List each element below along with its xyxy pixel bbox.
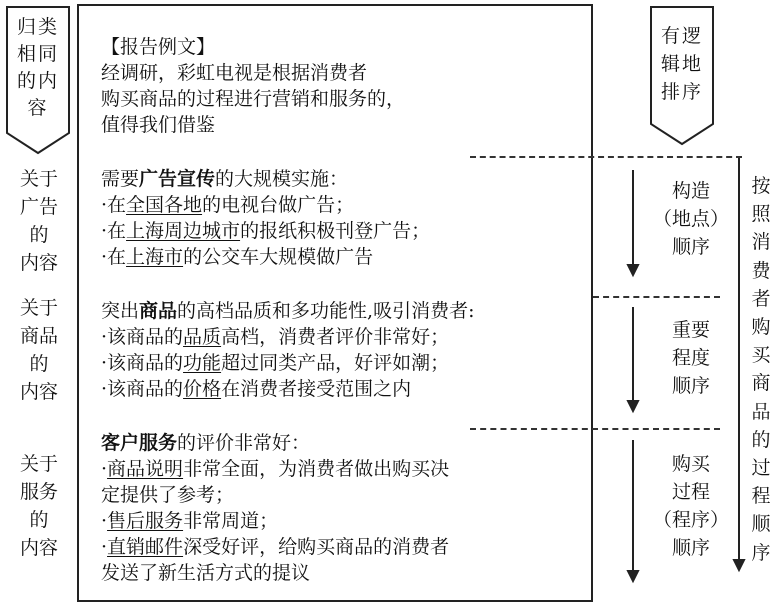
list-item: ·该商品的价格在消费者接受范围之内 (101, 378, 412, 400)
list-item: ·在上海周边城市的报纸积极刊登广告； (101, 220, 431, 242)
overall-order-label: 按照消费者购买商品的过程顺序 (751, 175, 771, 564)
side-label-service: 关于 服务 的 内容 (19, 453, 58, 559)
example-block (101, 34, 405, 138)
divider-2 (593, 296, 720, 298)
list-item: ·在上海市的公交车大规模做广告 (101, 246, 374, 268)
list-item: ·商品说明非常全面，为消费者做出购买决 (101, 458, 450, 480)
order-label-construct: 构造 （地点） 顺序 (652, 180, 729, 258)
example-heading: 【报告例文】 (101, 36, 216, 58)
side-label-product: 关于 商品 的 内容 (19, 297, 58, 403)
section-ads (101, 166, 430, 270)
section-service (101, 430, 449, 586)
arrow-head-2 (628, 401, 638, 411)
side-label-ads: 关于 广告 的 内容 (19, 168, 58, 274)
arrow-head-3 (628, 571, 638, 581)
list-item: ·该商品的功能超过同类产品，好评如潮； (101, 352, 450, 374)
list-item: ·售后服务非常周道； (101, 510, 279, 532)
list-item: ·该商品的品质高档，消费者评价非常好； (101, 326, 450, 348)
right-banner-text: 有逻 辑地 排序 (660, 25, 703, 103)
list-item: 定提供了参考； (101, 484, 235, 506)
example-line-1: 经调研，彩虹电视是根据消费者 (101, 62, 368, 84)
order-label-importance: 重要 程度 顺序 (671, 319, 710, 397)
order-label-purchase: 购买 过程 （程序） 顺序 (652, 453, 729, 559)
section-title: 突出商品的高档品质和多功能性,吸引消费者: (101, 300, 475, 322)
list-item: 发送了新生活方式的提议 (101, 562, 311, 584)
list-item: ·在全国各地的电视台做广告； (101, 194, 355, 216)
arrow-head-1 (628, 265, 638, 275)
example-line-3: 值得我们借鉴 (101, 114, 216, 136)
section-title: 客户服务的评价非常好： (101, 432, 311, 454)
section-product (101, 298, 474, 402)
example-line-2: 购买商品的过程进行营销和服务的， (101, 88, 406, 110)
divider-1 (470, 156, 742, 158)
list-item: ·直销邮件深受好评，给购买商品的消费者 (101, 536, 450, 558)
left-banner-text: 归类 相同 的内 容 (16, 16, 59, 119)
divider-3 (470, 428, 720, 430)
section-title: 需要广告宣传的大规模实施： (101, 168, 349, 190)
